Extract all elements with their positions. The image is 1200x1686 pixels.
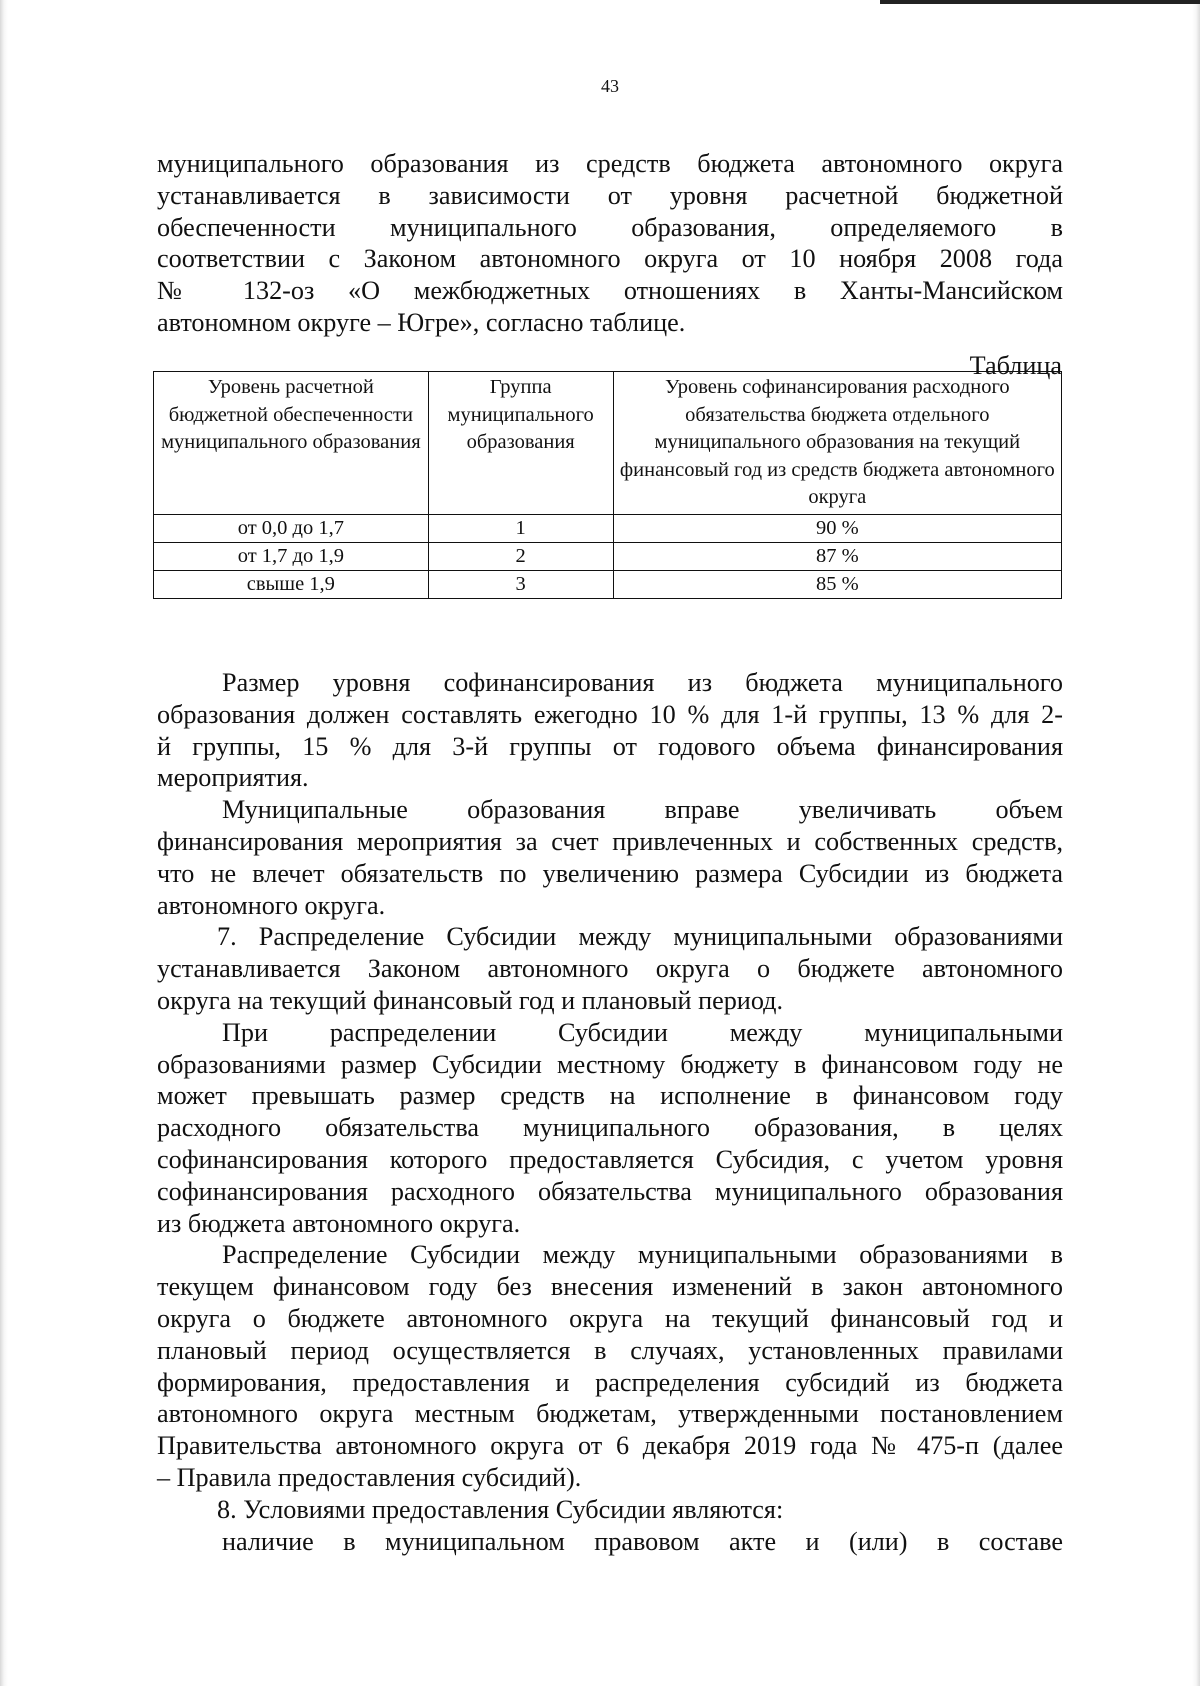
- paragraph-line: Правительства автономного округа от 6 декабря 2019 года № 475-п (далее: [157, 1431, 1063, 1461]
- table-cell: свыше 1,9: [154, 570, 429, 598]
- paragraph-line: Распределение Субсидии между муниципальными образованиями в: [222, 1240, 1063, 1270]
- paragraph-line: 8. Условиями предоставления Субсидии являются:: [217, 1494, 784, 1524]
- paragraph-line: Размер уровня софинансирования из бюджета муниципального: [222, 668, 1063, 697]
- paragraph-line: устанавливается Законом автономного округа о бюджете автономного: [157, 954, 1063, 984]
- paragraph-line: расходного обязательства муниципального образования, в целях: [157, 1113, 1063, 1143]
- paragraph-line: – Правила предоставления субсидий).: [157, 1462, 582, 1492]
- paragraph-line: софинансирования которого предоставляется Субсидия, с учетом уровня: [157, 1144, 1063, 1174]
- paragraph-line: наличие в муниципальном правовом акте и (или) в составе: [222, 1526, 1063, 1556]
- paragraph-line: образованиями размер Субсидии местному бюджету в финансовом году не: [157, 1049, 1063, 1079]
- paragraph-line: 7. Распределение Субсидии между муниципальными образованиями: [217, 922, 1063, 952]
- paragraph-line: мероприятия.: [157, 763, 309, 793]
- table-cell: 3: [428, 570, 613, 598]
- paragraph-line: й группы, 15 % для 3-й группы от годового объема финансирования: [157, 731, 1063, 761]
- table-row: [154, 542, 1062, 570]
- intro-line: соответствии с Законом автономного округа от 10 ноября 2008 года: [157, 244, 1063, 274]
- intro-line: обеспеченности муниципального образования, определяемого в: [157, 212, 1063, 242]
- table-caption: Таблица: [969, 351, 1062, 380]
- intro-line: № 132-оз «О межбюджетных отношениях в Ханты-Мансийском: [157, 276, 1063, 306]
- table-row: [154, 570, 1062, 598]
- intro-line: муниципального образования из средств бюджета автономного округа: [157, 149, 1063, 178]
- table-cell: 2: [428, 542, 613, 570]
- table-cell: от 0,0 до 1,7: [154, 514, 429, 542]
- paragraph-line: формирования, предоставления и распределения субсидий из бюджета: [157, 1367, 1063, 1397]
- scan-top-line: [880, 0, 1200, 4]
- paragraph-line: плановый период осуществляется в случаях, установленных правилами: [157, 1335, 1063, 1365]
- scan-edge-left: [0, 0, 8, 1686]
- scan-edge-right: [1192, 0, 1200, 1686]
- intro-line: устанавливается в зависимости от уровня расчетной бюджетной: [157, 180, 1063, 210]
- table-cell: 87 %: [613, 542, 1061, 570]
- paragraph-line: образования должен составлять ежегодно 10 % для 1-й группы, 13 % для 2-: [157, 699, 1063, 729]
- paragraph-line: из бюджета автономного округа.: [157, 1208, 521, 1238]
- paragraph-line: автономного округа местным бюджетам, утвержденными постановлением: [157, 1399, 1063, 1429]
- table-cell: 1: [428, 514, 613, 542]
- body-text: [157, 667, 1063, 1557]
- header-cofinancing-level: Уровень софинансирования расходного обязательства бюджета отдельного муниципального образования на текущий финансовый год из средств бюджета автономного округа: [613, 372, 1061, 515]
- paragraph-line: При распределении Субсидии между муниципальными: [222, 1017, 1063, 1047]
- header-group: Группа муниципального образования: [428, 372, 613, 515]
- table-row: [154, 514, 1062, 542]
- paragraph-line: округа на текущий финансовый год и плановый период.: [157, 985, 784, 1015]
- table-cell: 85 %: [613, 570, 1061, 598]
- cofinancing-table: [153, 371, 1062, 599]
- paragraph-line: автономного округа.: [157, 890, 386, 920]
- intro-paragraph: [157, 148, 1063, 339]
- paragraph-line: текущем финансовом году без внесения изменений в закон автономного: [157, 1272, 1063, 1302]
- table-header-row: [154, 372, 1062, 515]
- paragraph-line: что не влечет обязательств по увеличению размера Субсидии из бюджета: [157, 858, 1063, 888]
- paragraph-line: финансирования мероприятия за счет привлеченных и собственных средств,: [157, 826, 1063, 856]
- paragraph-line: округа о бюджете автономного округа на текущий финансовый год и: [157, 1303, 1063, 1333]
- table-cell: от 1,7 до 1,9: [154, 542, 429, 570]
- page-number: 43: [601, 76, 619, 96]
- header-budget-level: Уровень расчетной бюджетной обеспеченности муниципального образования: [154, 372, 429, 515]
- table-cell: 90 %: [613, 514, 1061, 542]
- paragraph-line: Муниципальные образования вправе увеличивать объем: [222, 795, 1063, 825]
- paragraph-line: может превышать размер средств на исполнение в финансовом году: [157, 1081, 1063, 1111]
- paragraph-line: софинансирования расходного обязательства муниципального образования: [157, 1176, 1063, 1206]
- intro-line: автономном округе – Югре», согласно таблице.: [157, 307, 686, 337]
